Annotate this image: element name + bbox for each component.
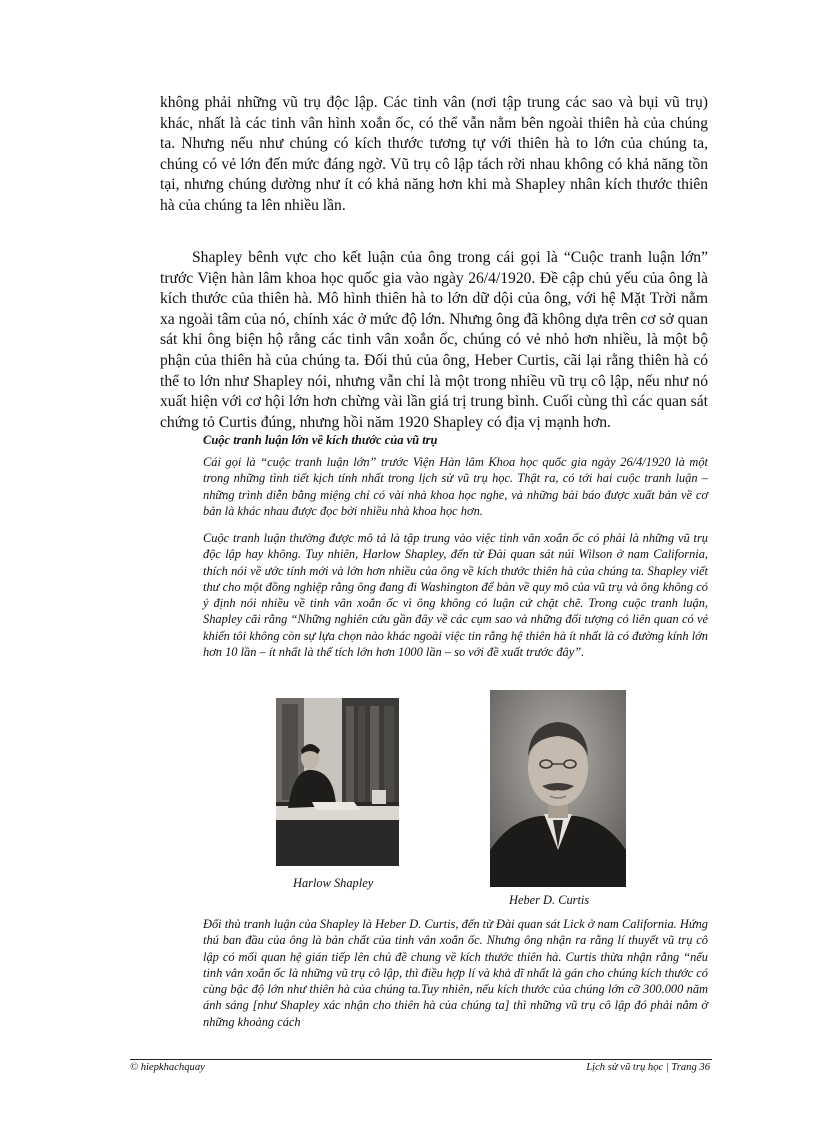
- shapley-caption: Harlow Shapley: [293, 876, 374, 890]
- footer-divider: [130, 1059, 712, 1060]
- curtis-photo: [490, 690, 626, 887]
- sidebar-paragraph: Đối thủ tranh luận của Shapley là Heber D. Curtis, đến từ Đài quan sát Lick ở nam California. Hứng thú ban đầu của ông là bản chất của tinh vân xoắn ốc. Nhưng ông nhận ra rằng lí thuyết vũ trụ cô lập có mối quan hệ gián tiếp lên chủ đề chung về kích thước thiên hà. Curtis thừa nhận rằng “nếu tinh vân xoắn ốc là những vũ trụ cô lập, thì điều hợp lí và khả dĩ nhất là gán cho chúng kích thước có cùng bậc độ lớn như thiên hà của chúng ta.Tuy nhiên, nếu kích thước của chúng lớn cỡ 300.000 năm ánh sáng [như Shapley xác nhận cho thiên hà của chúng ta] thì những vũ trụ cô lập đó phải nằm ở những khoảng cách: [203, 917, 708, 1029]
- footer-page-info: Lịch sử vũ trụ học | Trang 36: [586, 1062, 710, 1073]
- sidebar-paragraph: Cuộc tranh luận thường được mô tả là tập trung vào việc tinh vân xoắn ốc có phải là những vũ trụ độc lập hay không. Tuy nhiên, Harlow Shapley, đến từ Đài quan sát núi Wilson ở nam California, thích nói về ước tính mới và lớn hơn nhiều của ông về kích thước thiên hà của chúng ta. Shapley viết thư cho một đồng nghiệp rằng ông đang đi Washington để bàn về quy mô của vũ trụ và ông không có ý định nói nhiều về tinh vân xoắn ốc vì ông không có luận cứ chặt chẽ. Trong cuộc tranh luận, Shapley cãi rằng “Những nghiên cứu gần đây về các cụm sao và những đối tượng có liên quan có vẻ khiến tôi không còn sự lựa chọn nào khác ngoài việc tin rằng hệ thiên hà ít nhất là có đường kính lớn hơn 10 lần – ít nhất là thể tích lớn hơn 1000 lần – so với đề xuất trước đây”.: [203, 531, 708, 660]
- curtis-caption: Heber D. Curtis: [509, 893, 590, 907]
- footer-copyright: © hiepkhachquay: [130, 1062, 205, 1073]
- sidebar-title: Cuộc tranh luận lớn về kích thước của vũ trụ: [203, 433, 438, 447]
- sidebar-paragraph: Cái gọi là “cuộc tranh luận lớn” trước Viện Hàn lâm Khoa học quốc gia ngày 26/4/1920 là một trong những tình tiết kịch tính nhất trong lịch sử vũ trụ học. Thật ra, có tới hai cuộc tranh luận – những trình diễn bằng miệng chỉ có vài nhà khoa học nghe, và những bài báo được xuất bản về cơ bản là khác nhau được đọc bởi nhiều nhà khoa học hơn.: [203, 455, 708, 518]
- body-paragraph: không phải những vũ trụ độc lập. Các tinh vân (nơi tập trung các sao và bụi vũ trụ) khác, nhất là các tinh vân hình xoắn ốc, có thể vẫn nằm bên ngoài thiên hà của chúng ta. Nhưng nếu như chúng có kích thước tương tự với thiên hà to lớn của chúng ta, chúng có vẻ lớn đến mức đáng ngờ. Vũ trụ cô lập tách rời nhau không có khả năng tồn tại, nhưng chúng dường như ít có khả năng hơn khi mà Shapley nhân kích thước thiên hà của chúng ta lên nhiều lần.: [160, 94, 708, 214]
- body-paragraph: Shapley bênh vực cho kết luận của ông trong cái gọi là “Cuộc tranh luận lớn” trước Viện hàn lâm khoa học quốc gia vào ngày 26/4/1920. Đề cập chủ yếu của ông là kích thước của thiên hà. Mô hình thiên hà to lớn dữ dội của ông, với hệ Mặt Trời nằm xa ngoài tâm của nó, chính xác ở mức độ lớn. Nhưng ông đã không dựa trên cơ sở quan sát khi ông biện hộ rằng các tinh vân xoắn ốc, chúng có vẻ nhỏ hơn nhiều, là một bộ phận của thiên hà của chúng ta. Đối thủ của ông, Heber Curtis, cãi lại rằng thiên hà có thể to lớn như Shapley nói, nhưng vẫn chỉ là một trong nhiều vũ trụ cô lập, nếu như nó xuất hiện với cơ hội lớn hơn chừng vài lần giá trị trung bình. Cuối cùng thì các quan sát chứng tỏ Curtis đúng, nhưng hồi năm 1920 Shapley có địa vị mạnh hơn.: [160, 249, 708, 431]
- shapley-photo: [276, 698, 399, 866]
